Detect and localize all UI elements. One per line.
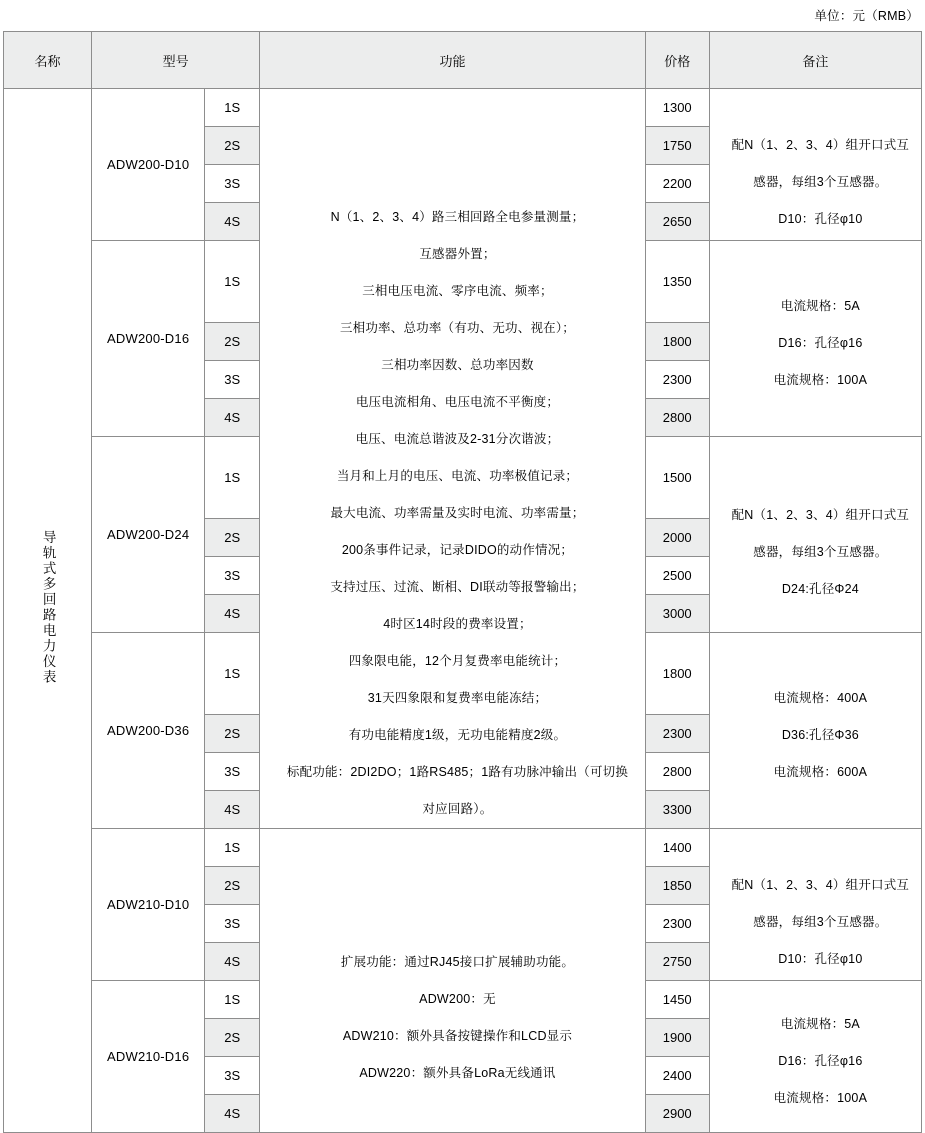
remark-line: 电流规格：600A xyxy=(773,765,868,779)
function-line: ADW210：额外具备按键操作和LCD显示 xyxy=(342,1028,573,1043)
price-cell: 1800 xyxy=(645,633,709,715)
remark-line: D16：孔径φ16 xyxy=(778,336,863,350)
price-cell: 1450 xyxy=(645,981,709,1019)
sub-model-cell: 2S xyxy=(205,715,260,753)
remark-line: D24:孔径Φ24 xyxy=(781,582,859,596)
function-cell-block1 xyxy=(260,89,645,829)
price-cell: 2900 xyxy=(645,1095,709,1133)
function-line: 三相功率、总功率（有功、无功、视在）； xyxy=(339,321,575,335)
spacer xyxy=(270,907,644,944)
function-line: 200条事件记录，记录DIDO的动作情况； xyxy=(341,543,574,557)
function-line: 三相电压电流、零序电流、频率； xyxy=(362,284,553,298)
header-remark: 备注 xyxy=(709,32,921,89)
price-cell: 1800 xyxy=(645,323,709,361)
sub-model-cell: 4S xyxy=(205,203,260,241)
price-cell: 1500 xyxy=(645,437,709,519)
price-cell: 3000 xyxy=(645,595,709,633)
function-cell-block2 xyxy=(260,829,645,1133)
price-cell: 2300 xyxy=(645,715,709,753)
sub-model-cell: 2S xyxy=(205,519,260,557)
function-line: 对应回路）。 xyxy=(422,802,493,816)
header-price: 价格 xyxy=(645,32,709,89)
function-line: 扩展功能：通过RJ45接口扩展辅助功能。 xyxy=(340,954,575,969)
sub-model-cell: 4S xyxy=(205,595,260,633)
price-cell: 2650 xyxy=(645,203,709,241)
sub-model-cell: 1S xyxy=(205,89,260,127)
model-cell-adw210-d10: ADW210-D10 xyxy=(92,829,205,981)
remark-line: 配N（1、2、3、4）组开口式互 xyxy=(731,138,910,152)
product-name-text: 导轨式多回路电力仪表 xyxy=(40,530,56,686)
table-row xyxy=(4,829,922,867)
remark-line: D36:孔径Φ36 xyxy=(781,728,859,742)
remark-list xyxy=(710,996,921,1117)
header-function: 功能 xyxy=(260,32,645,89)
function-line: 4时区14时段的费率设置； xyxy=(383,617,532,631)
remark-cell-group1 xyxy=(709,89,921,241)
remark-line: 配N（1、2、3、4）组开口式互 xyxy=(731,508,910,522)
sub-model-cell: 1S xyxy=(205,981,260,1019)
price-cell: 1900 xyxy=(645,1019,709,1057)
sub-model-cell: 4S xyxy=(205,399,260,437)
price-cell: 2800 xyxy=(645,399,709,437)
sub-model-cell: 3S xyxy=(205,557,260,595)
function-line: ADW220：额外具备LoRa无线通讯 xyxy=(359,1065,556,1080)
price-cell: 2300 xyxy=(645,905,709,943)
table-row xyxy=(4,89,922,127)
remark-line: 感器，每组3个互感器。 xyxy=(753,915,888,929)
remark-list xyxy=(710,91,921,238)
price-cell: 1350 xyxy=(645,241,709,323)
function-line: 电压电流相角、电压电流不平衡度； xyxy=(355,395,560,409)
function-list-block2 xyxy=(260,870,644,1092)
function-line: 标配功能：2DI2DO；1路RS485；1路有功脉冲输出（可切换 xyxy=(286,765,629,779)
function-line: 电压、电流总谐波及2-31分次谐波； xyxy=(355,432,560,446)
remark-cell-group5 xyxy=(709,829,921,981)
function-line: 有功电能精度1级，无功电能精度2级。 xyxy=(348,728,567,742)
remark-cell-group2 xyxy=(709,241,921,437)
function-line: 支持过压、过流、断相、DI联动等报警输出； xyxy=(330,580,585,594)
price-cell: 2800 xyxy=(645,753,709,791)
function-line: 四象限电能，12个月复费率电能统计； xyxy=(348,654,567,668)
sub-model-cell: 2S xyxy=(205,127,260,165)
function-line: 三相功率因数、总功率因数 xyxy=(381,358,534,372)
sub-model-cell: 2S xyxy=(205,323,260,361)
spacer xyxy=(270,870,644,907)
sub-model-cell: 1S xyxy=(205,633,260,715)
price-cell: 1750 xyxy=(645,127,709,165)
remark-list xyxy=(710,670,921,791)
table-body xyxy=(4,89,922,1133)
table-header-row xyxy=(4,32,922,89)
sub-model-cell: 3S xyxy=(205,361,260,399)
model-cell-adw200-d10: ADW200-D10 xyxy=(92,89,205,241)
sub-model-cell: 1S xyxy=(205,829,260,867)
function-line: N（1、2、3、4）路三相回路全电参量测量； xyxy=(330,210,585,224)
price-cell: 1400 xyxy=(645,829,709,867)
model-cell-adw200-d24: ADW200-D24 xyxy=(92,437,205,633)
function-line: 最大电流、功率需量及实时电流、功率需量； xyxy=(330,506,585,520)
remark-line: D16：孔径φ16 xyxy=(778,1054,863,1068)
remark-line: 电流规格：400A xyxy=(773,691,868,705)
sub-model-cell: 3S xyxy=(205,1057,260,1095)
remark-line: 电流规格：5A xyxy=(780,299,860,313)
product-name-cell xyxy=(4,89,92,1133)
function-line: 互感器外置； xyxy=(419,247,496,261)
remark-cell-group4 xyxy=(709,633,921,829)
price-cell: 1850 xyxy=(645,867,709,905)
price-cell: 2200 xyxy=(645,165,709,203)
model-cell-adw210-d16: ADW210-D16 xyxy=(92,981,205,1133)
sub-model-cell: 2S xyxy=(205,867,260,905)
remark-line: 感器，每组3个互感器。 xyxy=(753,545,888,559)
price-cell: 2400 xyxy=(645,1057,709,1095)
remark-cell-group3 xyxy=(709,437,921,633)
sub-model-cell: 1S xyxy=(205,241,260,323)
sub-model-cell: 2S xyxy=(205,1019,260,1057)
price-cell: 1300 xyxy=(645,89,709,127)
table-header xyxy=(4,32,922,89)
remark-cell-group6 xyxy=(709,981,921,1133)
unit-note: 单位：元（RMB） xyxy=(814,9,919,23)
remark-line: 电流规格：5A xyxy=(780,1017,860,1031)
sub-model-cell: 4S xyxy=(205,943,260,981)
remark-line: 电流规格：100A xyxy=(773,373,868,387)
function-list-block1 xyxy=(260,89,644,828)
sub-model-cell: 1S xyxy=(205,437,260,519)
remark-line: 电流规格：100A xyxy=(773,1091,868,1105)
model-cell-adw200-d36: ADW200-D36 xyxy=(92,633,205,829)
model-cell-adw200-d16: ADW200-D16 xyxy=(92,241,205,437)
header-model: 型号 xyxy=(92,32,260,89)
function-line: 当月和上月的电压、电流、功率极值记录； xyxy=(336,469,579,483)
remark-line: 感器，每组3个互感器。 xyxy=(753,175,888,189)
sub-model-cell: 3S xyxy=(205,753,260,791)
remark-line: D10：孔径φ10 xyxy=(778,212,863,226)
sub-model-cell: 3S xyxy=(205,165,260,203)
price-cell: 2300 xyxy=(645,361,709,399)
function-line: ADW200：无 xyxy=(419,991,496,1006)
sub-model-cell: 4S xyxy=(205,791,260,829)
function-line: 31天四象限和复费率电能冻结； xyxy=(367,691,548,705)
price-cell: 2750 xyxy=(645,943,709,981)
specification-table xyxy=(3,31,922,1133)
remark-list xyxy=(710,461,921,608)
price-cell: 2500 xyxy=(645,557,709,595)
sub-model-cell: 4S xyxy=(205,1095,260,1133)
remark-line: D10：孔径φ10 xyxy=(778,952,863,966)
remark-line: 配N（1、2、3、4）组开口式互 xyxy=(731,878,910,892)
remark-list xyxy=(710,278,921,399)
remark-list xyxy=(710,831,921,978)
header-name: 名称 xyxy=(4,32,92,89)
price-cell: 3300 xyxy=(645,791,709,829)
price-cell: 2000 xyxy=(645,519,709,557)
sub-model-cell: 3S xyxy=(205,905,260,943)
